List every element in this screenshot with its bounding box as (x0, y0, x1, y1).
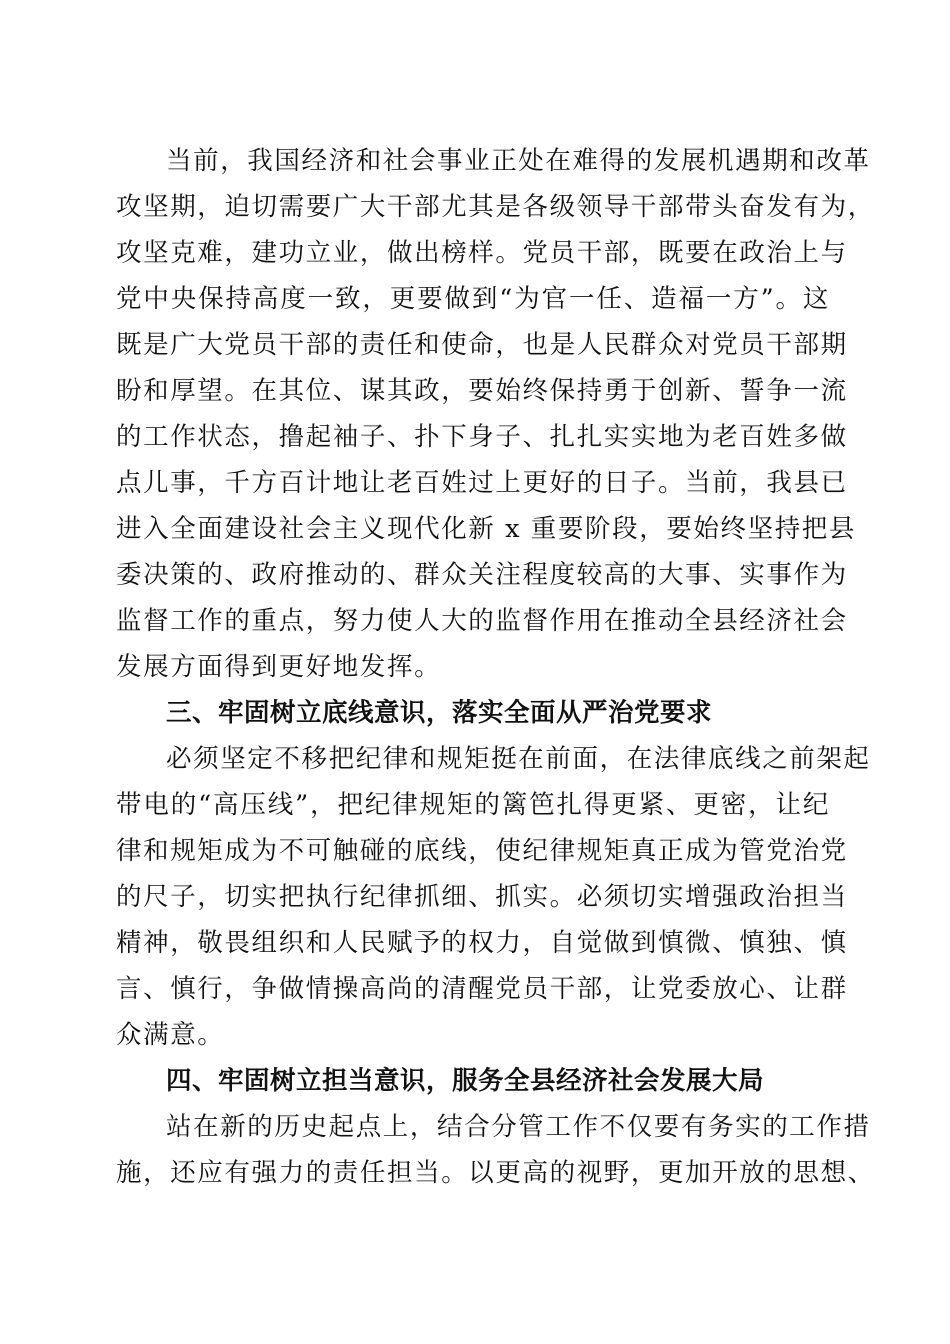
paragraph-1-line-8: 点儿事，千方百计地让老百姓过上更好的日子。当前，我县已 (116, 468, 848, 498)
paragraph-1-line-12: 发展方面得到更好地发挥。 (116, 652, 442, 682)
paragraph-2-line-3: 律和规矩成为不可触碰的底线，使纪律规矩真正成为管党治党 (116, 836, 848, 866)
paragraph-2-line-1: 必须坚定不移把纪律和规矩挺在前面，在法律底线之前架起 (166, 744, 871, 774)
paragraph-1-line-10: 委决策的、政府推动的、群众关注程度较高的大事、实事作为 (116, 560, 848, 590)
paragraph-1-line-4: 党中央保持高度一致，更要做到“为官一任、造福一方”。这 (116, 284, 830, 314)
paragraph-2-line-7: 众满意。 (116, 1020, 225, 1050)
paragraph-2-line-6: 言、慎行，争做情操高尚的清醒党员干部，让党委放心、让群 (116, 974, 848, 1004)
paragraph-2-line-5: 精神，敬畏组织和人民赋予的权力，自觉做到慎微、慎独、慎 (116, 928, 848, 958)
paragraph-1-line-3: 攻坚克难，建功立业，做出榜样。党员干部，既要在政治上与 (116, 238, 848, 268)
section-heading-3: 三、牢固树立底线意识，落实全面从严治党要求 (166, 698, 713, 728)
paragraph-2-line-4: 的尺子，切实把执行纪律抓细、抓实。必须切实增强政治担当 (116, 882, 848, 912)
paragraph-1-line-11: 监督工作的重点，努力使人大的监督作用在推动全县经济社会 (116, 606, 848, 636)
paragraph-3-line-1: 站在新的历史起点上，结合分管工作不仅要有务实的工作措 (166, 1112, 871, 1142)
paragraph-1-line-9: 进入全面建设社会主义现代化新 x 重要阶段，要始终坚持把县 (116, 514, 856, 544)
paragraph-1-line-5: 既是广大党员干部的责任和使命，也是人民群众对党员干部期 (116, 330, 848, 360)
paragraph-1-line-2: 攻坚期，迫切需要广大干部尤其是各级领导干部带头奋发有为， (116, 192, 875, 222)
paragraph-3-line-2: 施，还应有强力的责任担当。以更高的视野，更加开放的思想、 (116, 1158, 875, 1188)
paragraph-1-line-6: 盼和厚望。在其位、谋其政，要始终保持勇于创新、誓争一流 (116, 376, 848, 406)
section-heading-4: 四、牢固树立担当意识，服务全县经济社会发展大局 (166, 1066, 765, 1096)
paragraph-1-line-7: 的工作状态，撸起袖子、扑下身子、扎扎实实地为老百姓多做 (116, 422, 848, 452)
paragraph-2-line-2: 带电的“高压线”，把纪律规矩的篱笆扎得更紧、更密，让纪 (116, 790, 830, 820)
paragraph-1-line-1: 当前，我国经济和社会事业正处在难得的发展机遇期和改革 (166, 146, 871, 176)
